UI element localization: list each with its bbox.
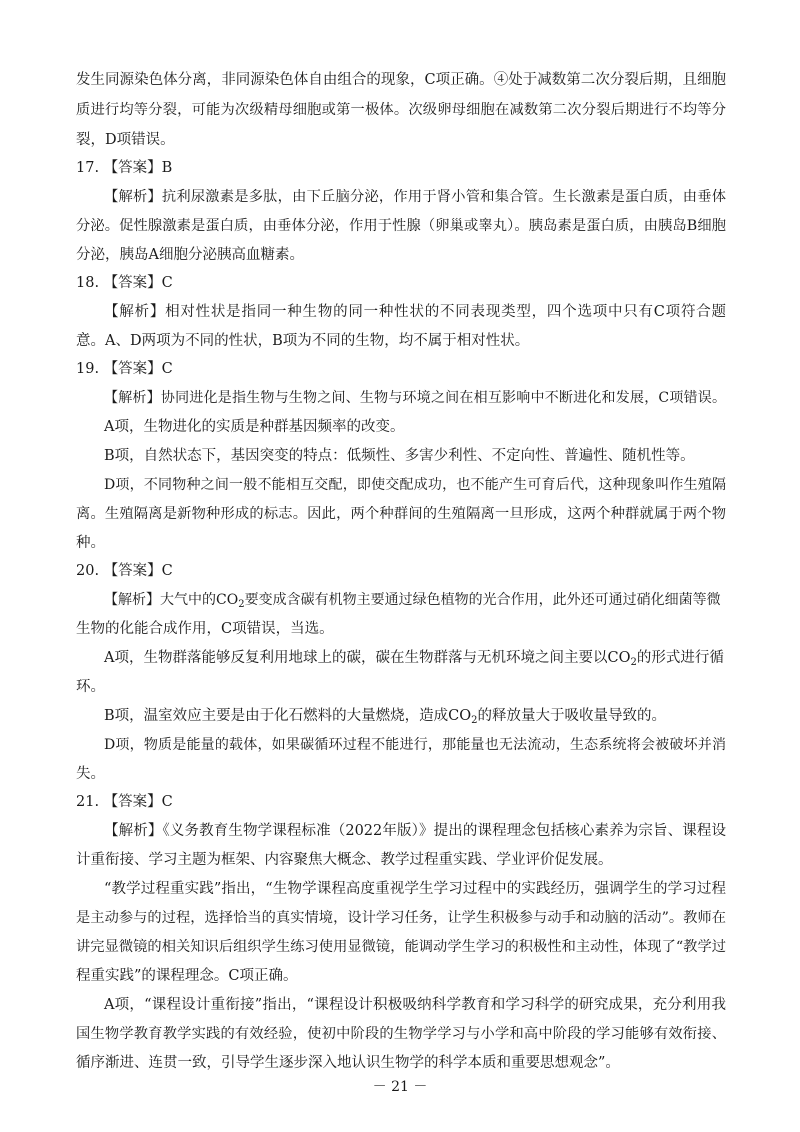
page-number: － 21 － bbox=[372, 1079, 428, 1095]
q18-answer: 18. 【答案】C bbox=[76, 275, 173, 291]
q19-option-a: A项，生物进化的实质是种群基因频率的改变。 bbox=[104, 419, 405, 435]
q16-tail-line-3: 裂，D项错误。 bbox=[76, 132, 175, 148]
q21-option-a-line-3: 循序渐进、连贯一致，引导学生逐步深入地认识生物学的科学本质和重要思想观念”。 bbox=[76, 1055, 620, 1071]
q17-analysis-line-3: 分泌，胰岛A细胞分泌胰高血糖素。 bbox=[76, 247, 304, 263]
q20-analysis-line-1: 【解析】大气中的$CO_2$要变成含碳有机物主要通过绿色植物的光合作用，此外还可通过硝化细菌等微 bbox=[104, 592, 721, 610]
q16-tail-line-1: 发生同源染色体分离，非同源染色体自由组合的现象，C项正确。④处于减数第二次分裂后期，且细胞 bbox=[76, 72, 726, 88]
q20-option-d-line-2: 失。 bbox=[76, 766, 105, 782]
q19-option-d-line-2: 离。生殖隔离是新物种形成的标志。因此，两个种群间的生殖隔离一旦形成，这两个种群就属于两个物 bbox=[76, 506, 726, 522]
q21-analysis-line-1: 【解析】《义务教育生物学课程标准（2022年版）》提出的课程理念包括核心素养为宗旨、课程设 bbox=[104, 823, 726, 839]
q19-option-d-line-3: 种。 bbox=[76, 535, 105, 551]
q21-quote-line-3: 讲完显微镜的相关知识后组织学生练习使用显微镜，能调动学生学习的积极性和主动性，体现了“教学过 bbox=[76, 939, 726, 955]
q17-answer: 17. 【答案】B bbox=[76, 160, 173, 176]
q21-answer: 21. 【答案】C bbox=[76, 794, 173, 810]
q18-analysis-line-2: 意。A、D两项为不同的性状，B项为不同的生物，均不属于相对性状。 bbox=[76, 333, 530, 349]
q19-option-d-line-1: D项，不同物种之间一般不能相互交配，即使交配成功，也不能产生可育后代，这种现象叫作生殖隔 bbox=[104, 477, 726, 493]
q17-analysis-line-2: 分泌。促性腺激素是蛋白质，由垂体分泌，作用于性腺（卵巢或睾丸）。胰岛素是蛋白质，由胰岛B细胞 bbox=[76, 218, 726, 234]
q18-analysis-line-1: 【解析】相对性状是指同一种生物的同一种性状的不同表现类型，四个选项中只有C项符合题 bbox=[104, 304, 726, 320]
q21-option-a-line-1: A项，“课程设计重衔接”指出，“课程设计积极吸纳科学教育和学习科学的研究成果，充分利用我 bbox=[104, 997, 726, 1013]
q20-option-d-line-1: D项，物质是能量的载体，如果碳循环过程不能进行，那能量也无法流动，生态系统将会被破坏并消 bbox=[104, 737, 726, 753]
q21-quote-line-2: 是主动参与的过程，选择恰当的真实情境，设计学习任务，让学生积极参与动手和动脑的活动”。教师在 bbox=[76, 910, 726, 926]
q21-quote-line-1: “教学过程重实践”指出，“生物学课程高度重视学生学习过程中的实践经历，强调学生的学习过程 bbox=[104, 881, 726, 897]
q19-analysis-line-1: 【解析】协同进化是指生物与生物之间、生物与环境之间在相互影响中不断进化和发展，C项错误。 bbox=[104, 390, 726, 406]
q21-analysis-line-2: 计重衔接、学习主题为框架、内容聚焦大概念、教学过程重实践、学业评价促发展。 bbox=[76, 852, 613, 868]
q20-answer: 20. 【答案】C bbox=[76, 563, 173, 579]
q21-option-a-line-2: 国生物学教育教学实践的有效经验，使初中阶段的生物学学习与小学和高中阶段的学习能够有效衔接、 bbox=[76, 1026, 726, 1042]
q20-analysis-line-2: 生物的化能合成作用，C项错误，当选。 bbox=[76, 621, 334, 637]
q20-option-a-line-2: 环。 bbox=[76, 679, 105, 695]
q20-option-b: B项，温室效应主要是由于化石燃料的大量燃烧，造成$CO_2$的释放量大于吸收量导致的。 bbox=[104, 708, 667, 726]
q21-quote-line-4: 程重实践”的课程理念。C项正确。 bbox=[76, 968, 298, 984]
q17-analysis-line-1: 【解析】抗利尿激素是多肽，由下丘脑分泌，作用于肾小管和集合管。生长激素是蛋白质，由垂体 bbox=[104, 189, 726, 205]
q19-option-b: B项，自然状态下，基因突变的特点：低频性、多害少利性、不定向性、普遍性、随机性等。 bbox=[104, 448, 695, 464]
q19-answer: 19. 【答案】C bbox=[76, 361, 173, 377]
q20-option-a-line-1: A项，生物群落能够反复利用地球上的碳，碳在生物群落与无机环境之间主要以$CO_2$的形式进行循 bbox=[104, 650, 724, 668]
q16-tail-line-2: 质进行均等分裂，可能为次级精母细胞或第一极体。次级卵母细胞在减数第二次分裂后期进行不均等分 bbox=[76, 102, 726, 118]
